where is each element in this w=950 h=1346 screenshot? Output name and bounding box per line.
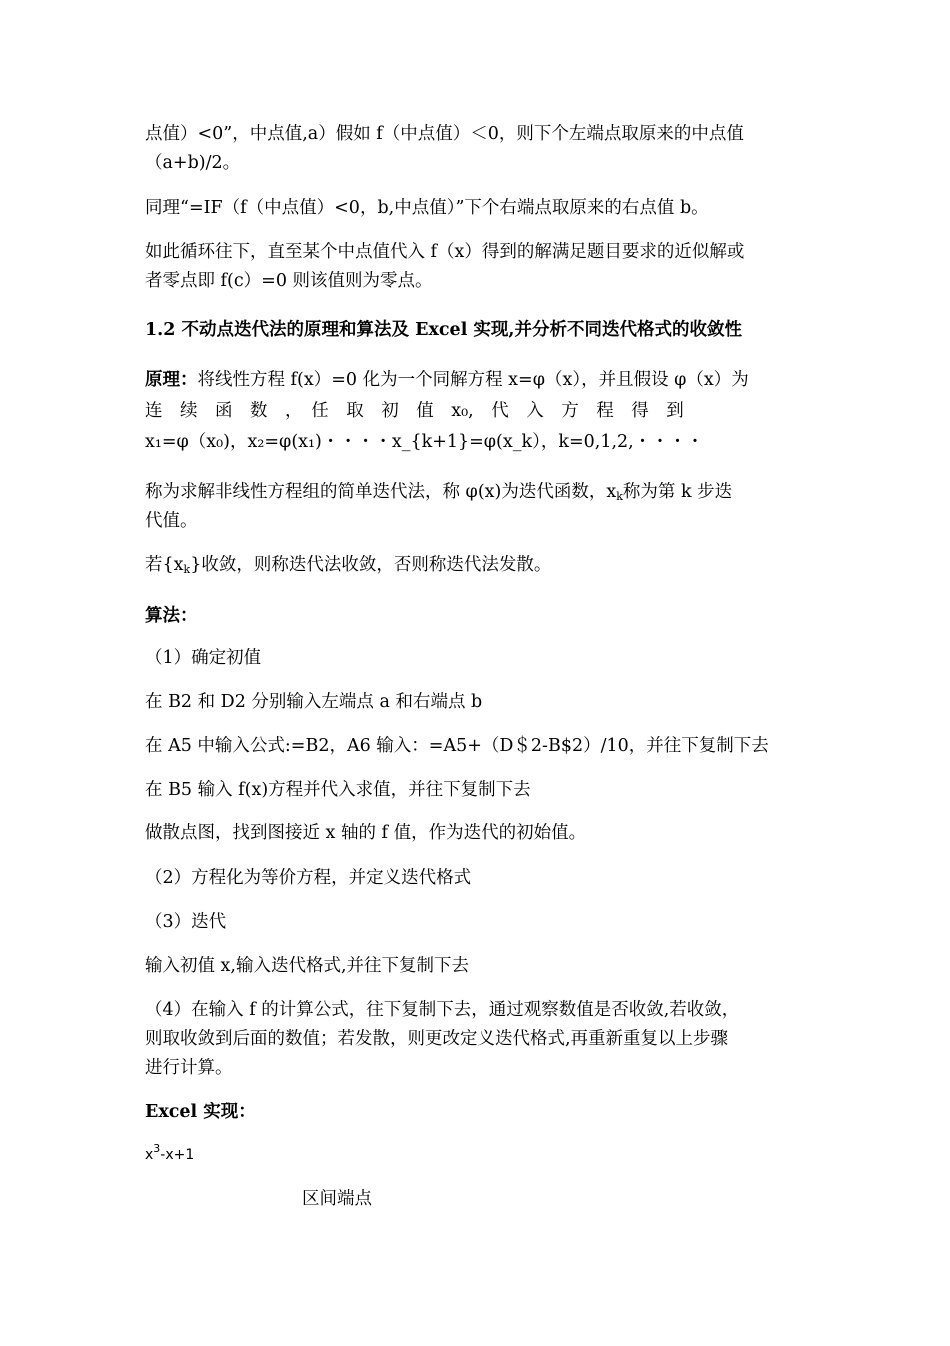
interval-label: 区间端点 xyxy=(302,1189,372,1209)
step: 在 A5 中输入公式:=B2，A6 输入：=A5+（D＄2-B$2）/10，并往下复制下去 xyxy=(145,736,769,756)
step: 在 B5 输入 f(x)方程并代入求值，并往下复制下去 xyxy=(145,780,531,800)
step: （1）确定初值 xyxy=(145,648,262,668)
step-line: 则取收敛到后面的数值；若发散，则更改定义迭代格式,再重新重复以上步骤 xyxy=(145,1029,729,1049)
step: 输入初值 x,输入迭代格式,并往下复制下去 xyxy=(145,956,470,976)
subscript: k xyxy=(616,490,623,503)
text: 若{x xyxy=(145,555,184,575)
formula-exponent: 3 xyxy=(153,1142,161,1155)
formula xyxy=(145,1141,807,1169)
algorithm-title: 算法： xyxy=(145,606,198,626)
paragraph-line xyxy=(145,478,807,506)
principle-label: 原理： xyxy=(145,370,198,390)
paragraph-line: 如此循环往下，直至某个中点值代入 f（x）得到的解满足题目要求的近似解或 xyxy=(145,242,745,262)
paragraph: 同理“=IF（f（中点值）<0，b,中点值）”下个右端点取原来的右点值 b。 xyxy=(145,198,709,218)
step: （3）迭代 xyxy=(145,912,227,932)
text: }收敛，则称迭代法收敛，否则称迭代法发散。 xyxy=(190,555,552,575)
principle-line-2: 连 续 函 数 ， 任 取 初 值 x₀, 代 入 方 程 得 到 xyxy=(145,401,684,421)
subscript: k xyxy=(183,563,191,576)
step: 做散点图，找到图接近 x 轴的 f 值，作为迭代的初始值。 xyxy=(145,823,587,843)
paragraph-line: （a+b)/2。 xyxy=(145,153,241,173)
text: 称为求解非线性方程组的简单迭代法，称 φ(x)为迭代函数，x xyxy=(145,482,617,502)
paragraph-line: 代值。 xyxy=(145,511,198,531)
paragraph xyxy=(145,551,807,579)
step: 在 B2 和 D2 分别输入左端点 a 和右端点 b xyxy=(145,692,483,712)
text: 称为第 k 步迭 xyxy=(622,482,733,502)
formula-x: x xyxy=(145,1147,154,1163)
step: （2）方程化为等价方程，并定义迭代格式 xyxy=(145,868,472,888)
excel-title: Excel 实现： xyxy=(145,1102,256,1122)
principle-text: 将线性方程 f(x）=0 化为一个同解方程 x=φ（x），并且假设 φ（x）为 xyxy=(197,370,749,390)
section-heading: 1.2 不动点迭代法的原理和算法及 Excel 实现,并分析不同迭代格式的收敛性 xyxy=(145,320,743,340)
step-line: 进行计算。 xyxy=(145,1058,233,1078)
paragraph-line: 者零点即 f(c）=0 则该值则为零点。 xyxy=(145,271,433,291)
paragraph-line: 点值）<0”，中点值,a）假如 f（中点值）＜0，则下个左端点取原来的中点值 xyxy=(145,124,744,144)
principle-line-3: x₁=φ（x₀)，x₂=φ(x₁)・・・・x_{k+1}=φ(x_k），k=0,1,2,・・・・ xyxy=(145,432,704,452)
formula-rest: -x+1 xyxy=(160,1147,195,1163)
step-line: （4）在输入 f 的计算公式，往下复制下去，通过观察数值是否收敛,若收敛， xyxy=(145,1000,740,1020)
principle-line-1 xyxy=(145,366,807,394)
